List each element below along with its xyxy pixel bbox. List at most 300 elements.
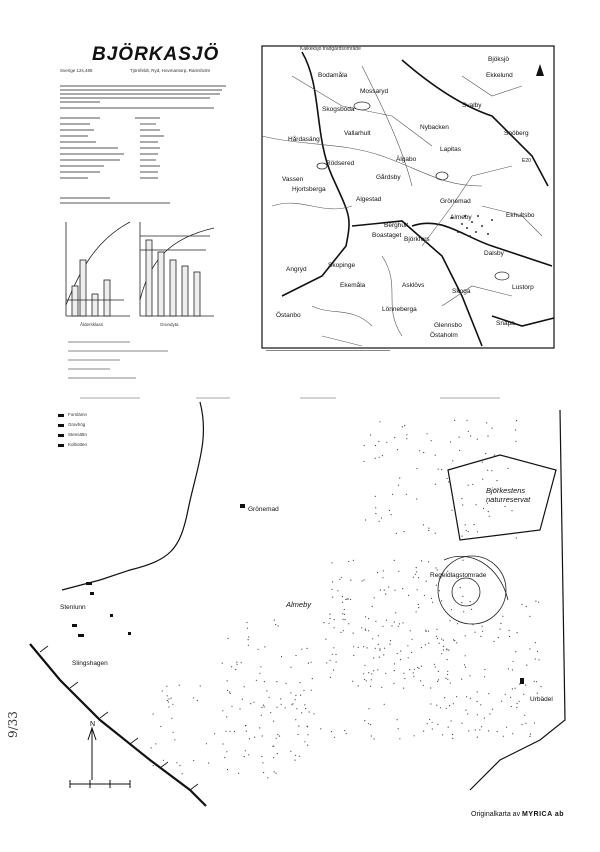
loc-label-19: Ekhultsbo — [506, 212, 535, 219]
map-dot — [521, 604, 522, 605]
map-dot — [342, 613, 343, 614]
map-dot — [281, 656, 282, 657]
map-dot — [266, 690, 267, 691]
map-dot — [352, 681, 353, 682]
map-dot — [303, 690, 304, 691]
map-dot — [320, 728, 321, 729]
map-dot — [363, 673, 364, 674]
map-dot — [465, 635, 466, 636]
main-label-1: Stenlunn — [60, 604, 86, 611]
map-dot — [348, 623, 349, 624]
map-dot — [432, 728, 433, 729]
map-dot — [375, 496, 376, 497]
map-dot — [416, 571, 417, 572]
map-dot — [307, 726, 308, 727]
loc-label-27: Asklövs — [402, 282, 425, 289]
loc-label-2: Ekkelund — [486, 72, 513, 79]
map-dot — [323, 622, 324, 623]
map-dot — [464, 664, 465, 665]
map-dot — [438, 679, 439, 680]
map-dot — [440, 707, 441, 708]
map-dot — [465, 655, 466, 656]
main-label-6: Urbädel — [530, 696, 553, 703]
main-label-4: Björkestens naturreservat — [486, 486, 531, 504]
map-dot — [227, 690, 228, 691]
map-dot — [448, 727, 449, 728]
map-dot — [379, 650, 380, 651]
chart-label-right: Grundyta — [160, 322, 179, 327]
map-dot — [452, 734, 453, 735]
map-dot — [344, 730, 345, 731]
map-dot — [167, 700, 168, 701]
map-dot — [519, 701, 520, 702]
map-dot — [274, 771, 275, 772]
map-dot — [273, 721, 274, 722]
map-dot — [416, 567, 417, 568]
map-dot — [258, 649, 259, 650]
map-dot — [537, 693, 538, 694]
map-dot — [413, 676, 414, 677]
legend-item-2: Stensättn — [68, 432, 88, 437]
map-dot — [264, 646, 265, 647]
map-dot — [421, 647, 422, 648]
loc-label-24: Östanbo — [276, 312, 301, 319]
map-dot — [461, 536, 462, 537]
map-dot — [361, 627, 362, 628]
map-dot — [342, 602, 343, 603]
map-dot — [494, 455, 495, 456]
loc-label-29: Lustorp — [512, 284, 534, 291]
map-dot — [333, 647, 334, 648]
map-dot — [171, 698, 172, 699]
map-dot — [179, 685, 180, 686]
map-dot — [299, 756, 300, 757]
loc-label-21: Boastaget — [372, 232, 402, 239]
map-dot — [479, 729, 480, 730]
map-dot — [467, 713, 468, 714]
map-dot — [443, 646, 444, 647]
map-dot — [426, 581, 427, 582]
loc-label-28: Skoga — [452, 288, 471, 295]
map-dot — [418, 668, 419, 669]
map-dot — [375, 458, 376, 459]
map-dot — [511, 706, 512, 707]
map-dot — [335, 654, 336, 655]
map-dot — [311, 662, 312, 663]
map-dot — [329, 614, 330, 615]
map-dot — [443, 640, 444, 641]
map-dot — [516, 537, 517, 538]
map-dot — [374, 738, 375, 739]
map-dot — [214, 733, 215, 734]
map-dot — [418, 604, 419, 605]
map-dot — [468, 531, 469, 532]
map-dot — [368, 618, 369, 619]
map-dot — [228, 638, 229, 639]
map-dot — [529, 616, 530, 617]
map-dot — [441, 469, 442, 470]
map-dot — [197, 700, 198, 701]
map-dot — [403, 688, 404, 689]
map-dot — [344, 619, 345, 620]
map-dot — [424, 595, 425, 596]
loc-label-34: Ekemåla — [340, 282, 366, 289]
map-dot — [435, 455, 436, 456]
map-dot — [222, 663, 223, 664]
map-dot — [337, 590, 338, 591]
map-dot — [431, 440, 432, 441]
map-dot — [444, 697, 445, 698]
map-dot — [225, 731, 226, 732]
map-dot — [279, 736, 280, 737]
map-dot — [521, 724, 522, 725]
map-dot — [417, 667, 418, 668]
map-dot — [273, 757, 274, 758]
map-dot — [443, 649, 444, 650]
map-dot — [244, 756, 245, 757]
map-dot — [395, 612, 396, 613]
map-dot — [332, 581, 333, 582]
map-dot — [278, 625, 279, 626]
map-dot — [206, 743, 207, 744]
map-dot — [477, 714, 478, 715]
map-dot — [168, 706, 169, 707]
map-dot — [538, 602, 539, 603]
map-dot — [484, 676, 485, 677]
map-dot — [468, 730, 469, 731]
map-dot — [442, 734, 443, 735]
map-dot — [168, 698, 169, 699]
map-dot — [230, 693, 231, 694]
map-dot — [261, 715, 262, 716]
map-dot — [332, 654, 333, 655]
map-dot — [382, 577, 383, 578]
locator-top-label: Kalkeksjö trädgårdsområde — [300, 46, 361, 52]
map-dot — [437, 681, 438, 682]
map-dot — [497, 731, 498, 732]
map-dot — [249, 738, 250, 739]
map-dot — [468, 431, 469, 432]
map-dot — [471, 609, 472, 610]
page-number: 9/33 — [6, 711, 20, 738]
map-dot — [499, 610, 500, 611]
map-dot — [246, 622, 247, 623]
map-dot — [363, 646, 364, 647]
map-dot — [262, 735, 263, 736]
map-dot — [435, 484, 436, 485]
map-dot — [166, 686, 167, 687]
loc-label-13: Gårdsby — [376, 174, 401, 181]
map-dot — [262, 762, 263, 763]
map-dot — [414, 669, 415, 670]
map-dot — [222, 710, 223, 711]
map-dot — [450, 682, 451, 683]
map-dot — [487, 436, 488, 437]
map-dot — [341, 577, 342, 578]
map-dot — [408, 595, 409, 596]
map-dot — [370, 724, 371, 725]
map-dot — [449, 620, 450, 621]
map-dot — [176, 762, 177, 763]
map-dot — [447, 659, 448, 660]
map-dot — [329, 618, 330, 619]
map-dot — [348, 598, 349, 599]
map-dot — [388, 586, 389, 587]
loc-label-3: Svalby — [462, 102, 482, 109]
map-dot — [466, 530, 467, 531]
map-dot — [459, 437, 460, 438]
map-dot — [179, 765, 180, 766]
map-dot — [239, 708, 240, 709]
credit-prefix: Originalkarta av — [471, 811, 521, 818]
map-dot — [413, 577, 414, 578]
map-dot — [502, 616, 503, 617]
map-dot — [428, 530, 429, 531]
map-dot — [529, 736, 530, 737]
map-dot — [193, 760, 194, 761]
map-dot — [436, 705, 437, 706]
map-dot — [511, 510, 512, 511]
map-dot — [393, 683, 394, 684]
map-dot — [389, 644, 390, 645]
map-dot — [536, 681, 537, 682]
map-dot — [503, 602, 504, 603]
map-dot — [426, 631, 427, 632]
map-dot — [487, 470, 488, 471]
map-dot — [447, 674, 448, 675]
map-dot — [285, 707, 286, 708]
map-dot — [391, 625, 392, 626]
map-dot — [272, 746, 273, 747]
map-dot — [441, 638, 442, 639]
map-dot — [235, 669, 236, 670]
map-dot — [534, 722, 535, 723]
map-dot — [470, 435, 471, 436]
map-dot — [512, 669, 513, 670]
map-dot — [461, 498, 462, 499]
map-dot — [229, 731, 230, 732]
map-dot — [367, 647, 368, 648]
map-dot — [371, 679, 372, 680]
map-dot — [416, 498, 417, 499]
map-dot — [414, 735, 415, 736]
map-dot — [489, 516, 490, 517]
map-dot — [358, 685, 359, 686]
map-dot — [513, 661, 514, 662]
map-dot — [399, 477, 400, 478]
map-dot — [389, 510, 390, 511]
map-dot — [163, 760, 164, 761]
map-dot — [245, 750, 246, 751]
map-dot — [364, 679, 365, 680]
map-dot — [454, 640, 455, 641]
map-dot — [256, 680, 257, 681]
map-dot — [375, 648, 376, 649]
map-dot — [398, 485, 399, 486]
map-dot — [370, 434, 371, 435]
map-dot — [226, 751, 227, 752]
legend-item-0: Fornlämn — [68, 412, 88, 417]
map-dot — [390, 640, 391, 641]
map-dot — [417, 589, 418, 590]
map-dot — [461, 679, 462, 680]
map-dot — [462, 504, 463, 505]
loc-label-33: Östaholm — [430, 332, 458, 339]
map-dot — [281, 704, 282, 705]
map-dot — [381, 687, 382, 688]
map-dot — [371, 735, 372, 736]
map-dot — [296, 708, 297, 709]
map-dot — [423, 452, 424, 453]
map-dot — [398, 571, 399, 572]
map-dot — [344, 614, 345, 615]
map-dot — [371, 673, 372, 674]
map-dot — [523, 694, 524, 695]
map-dot — [428, 643, 429, 644]
map-dot — [208, 762, 209, 763]
map-dot — [244, 686, 245, 687]
map-dot — [378, 635, 379, 636]
map-dot — [280, 698, 281, 699]
map-dot — [171, 718, 172, 719]
map-dot — [261, 707, 262, 708]
map-dot — [259, 673, 260, 674]
map-dot — [334, 619, 335, 620]
map-dot — [436, 636, 437, 637]
map-dot — [507, 468, 508, 469]
map-dot — [418, 607, 419, 608]
map-dot — [312, 678, 313, 679]
map-dot — [412, 639, 413, 640]
map-dot — [477, 531, 478, 532]
map-dot — [492, 709, 493, 710]
map-dot — [472, 484, 473, 485]
map-dot — [535, 658, 536, 659]
map-dot — [515, 441, 516, 442]
map-dot — [372, 638, 373, 639]
map-dot — [392, 494, 393, 495]
map-dot — [477, 691, 478, 692]
map-dot — [397, 719, 398, 720]
map-dot — [470, 698, 471, 699]
map-dot — [241, 662, 242, 663]
map-dot — [374, 597, 375, 598]
map-dot — [466, 696, 467, 697]
map-dot — [427, 433, 428, 434]
map-dot — [383, 570, 384, 571]
map-dot — [379, 521, 380, 522]
map-dot — [399, 623, 400, 624]
map-dot — [408, 657, 409, 658]
map-dot — [200, 685, 201, 686]
map-dot — [516, 707, 517, 708]
map-dot — [385, 594, 386, 595]
map-dot — [505, 694, 506, 695]
map-dot — [365, 616, 366, 617]
map-dot — [375, 513, 376, 514]
map-dot — [448, 650, 449, 651]
map-dot — [409, 669, 410, 670]
map-dot — [364, 445, 365, 446]
map-dot — [394, 663, 395, 664]
map-dot — [386, 442, 387, 443]
map-dot — [468, 485, 469, 486]
map-dot — [384, 648, 385, 649]
map-dot — [423, 524, 424, 525]
map-dot — [397, 653, 398, 654]
map-dot — [295, 695, 296, 696]
map-dot — [151, 747, 152, 748]
map-dot — [465, 710, 466, 711]
map-dot — [480, 704, 481, 705]
map-dot — [242, 699, 243, 700]
map-dot — [447, 478, 448, 479]
map-dot — [423, 685, 424, 686]
map-dot — [331, 731, 332, 732]
map-dot — [452, 510, 453, 511]
map-dot — [237, 664, 238, 665]
map-dot — [463, 611, 464, 612]
map-dot — [277, 734, 278, 735]
map-dot — [512, 733, 513, 734]
map-dot — [226, 716, 227, 717]
map-dot — [437, 724, 438, 725]
map-dot — [298, 734, 299, 735]
loc-label-11: Älgabo — [396, 156, 417, 163]
map-dot — [358, 647, 359, 648]
loc-label-15: Hjortsberga — [292, 186, 326, 193]
map-dot — [334, 627, 335, 628]
map-dot — [430, 703, 431, 704]
loc-label-7: Vallarhult — [344, 130, 371, 137]
map-dot — [411, 652, 412, 653]
map-dot — [304, 741, 305, 742]
map-dot — [452, 738, 453, 739]
map-dot — [484, 669, 485, 670]
map-dot — [231, 666, 232, 667]
map-dot — [383, 654, 384, 655]
map-dot — [378, 441, 379, 442]
loc-label-1: Bodamåla — [318, 72, 348, 79]
map-dot — [470, 601, 471, 602]
credit-brand: MYRICA ab — [522, 811, 564, 818]
map-dot — [269, 697, 270, 698]
map-dot — [234, 731, 235, 732]
map-dot — [300, 682, 301, 683]
loc-label-22: Angryd — [286, 266, 307, 273]
map-dot — [535, 601, 536, 602]
map-dot — [399, 738, 400, 739]
map-dot — [402, 622, 403, 623]
loc-label-16: Algestad — [356, 196, 382, 203]
map-dot — [308, 663, 309, 664]
map-dot — [353, 646, 354, 647]
map-dot — [370, 686, 371, 687]
map-dot — [415, 574, 416, 575]
loc-label-5: Skogsboda — [322, 106, 355, 113]
loc-label-8: Nybacken — [420, 124, 449, 131]
map-dot — [524, 715, 525, 716]
map-dot — [309, 711, 310, 712]
map-dot — [481, 726, 482, 727]
map-dot — [193, 697, 194, 698]
map-dot — [382, 455, 383, 456]
map-dot — [510, 697, 511, 698]
map-dot — [473, 624, 474, 625]
map-dot — [462, 560, 463, 561]
map-dot — [467, 420, 468, 421]
map-dot — [270, 712, 271, 713]
